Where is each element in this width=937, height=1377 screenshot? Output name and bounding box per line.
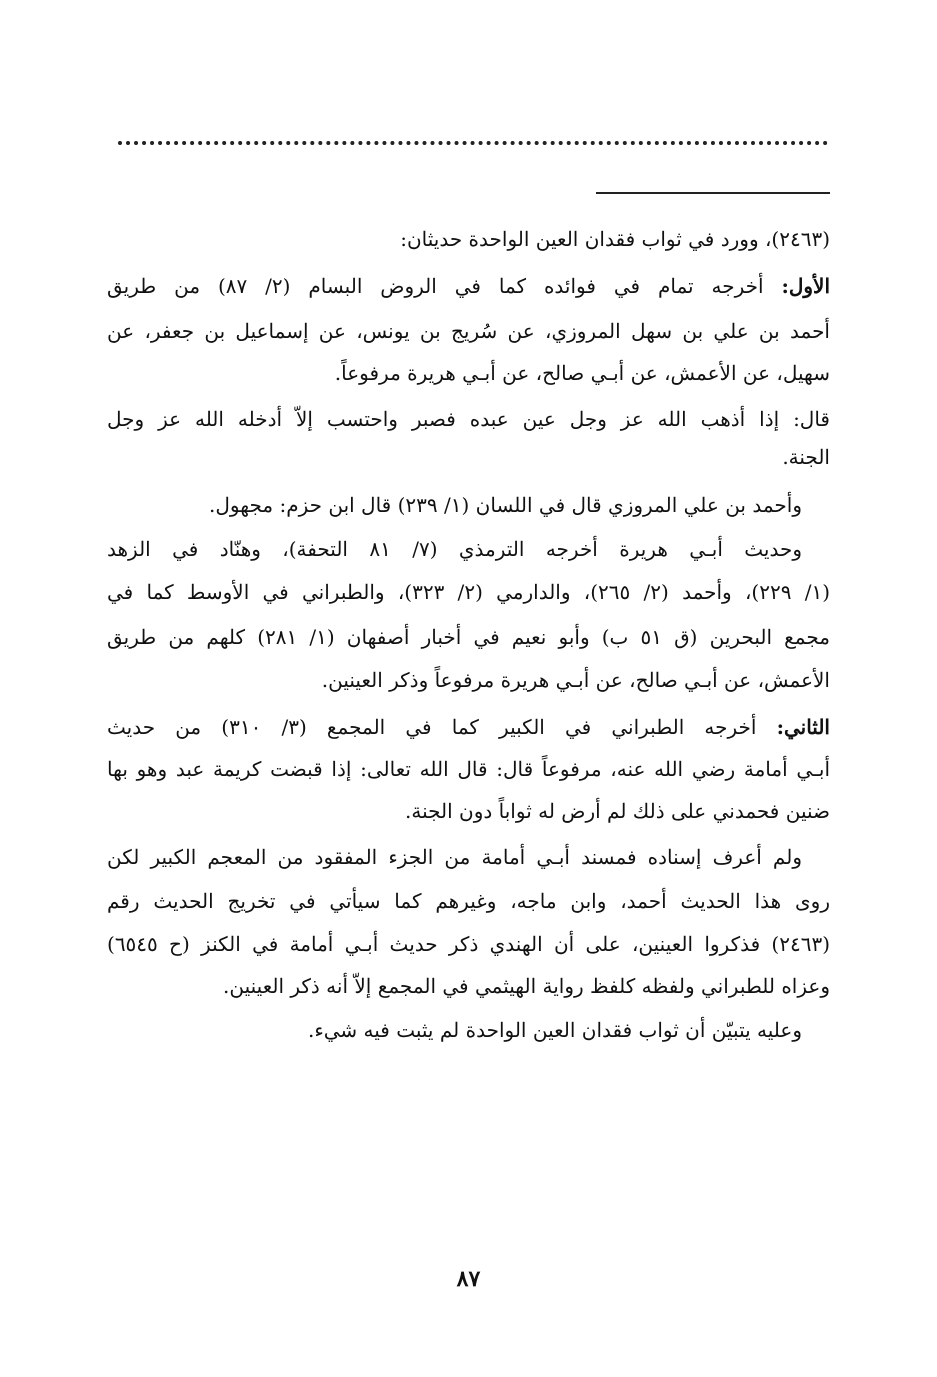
text-line: وعزاه للطبراني ولفظه كلفظ رواية الهيثمي في المجمع إلاّ أنه ذكر العينين. <box>223 974 830 998</box>
text-line: وأحمد بن علي المروزي قال في اللسان (١/ ٢٣٩) قال ابن حزم: مجهول. <box>209 493 802 517</box>
text-line: روى هذا الحديث أحمد، وابن ماجه، وغيرهم كما سيأتي في تخريج الحديث رقم <box>107 889 830 913</box>
text-line <box>107 710 830 744</box>
text-line: وحديث أبـي هريرة أخرجه الترمذي (٧/ ٨١ التحفة)، وهنّاد في الزهد <box>107 537 802 561</box>
text-line: أحمد بن علي بن سهل المروزي، عن سُريج بن يونس، عن إسماعيل بن جعفر، عن <box>107 319 830 343</box>
text-line: الأعمش، عن أبـي صالح، عن أبـي هريرة مرفوعاً وذكر العينين. <box>321 668 830 692</box>
text-line: ولم أعرف إسناده فمسند أبـي أمامة من الجزء المفقود من المعجم الكبير لكن <box>107 845 802 869</box>
label-first: الأول: <box>781 274 831 298</box>
text-line: (٢٤٦٣) فذكروا العينين، على أن الهندي ذكر حديث أبـي أمامة في الكنز (ح ٦٥٤٥) <box>107 932 830 956</box>
text-line <box>107 269 830 303</box>
text-line: الجنة. <box>782 445 830 469</box>
text-line-content: أخرجه الطبراني في الكبير كما في المجمع (٣/ ٣١٠) من حديث <box>107 715 757 739</box>
text-line: (١/ ٢٢٩)، وأحمد (٢/ ٢٦٥)، والدارمي (٢/ ٣٢٣)، والطبراني في الأوسط كما في <box>107 580 831 604</box>
text-line: قال: إذا أذهب الله عز وجل عين عبده فصبر واحتسب إلاّ أدخله الله عز وجل <box>107 407 830 431</box>
text-line-content: أخرجه تمام في فوائده كما في الروض البسام (٢/ ٨٧) من طريق <box>107 274 764 298</box>
text-line: ضنين فحمدني على ذلك لم أرض له ثواباً دون الجنة. <box>405 799 830 823</box>
page-number: ٨٧ <box>456 1266 481 1292</box>
text-line: أبـي أمامة رضي الله عنه، مرفوعاً قال: قال الله تعالى: إذا قبضت كريمة عبد وهو بها <box>107 757 830 781</box>
text-line: سهيل، عن الأعمش، عن أبـي صالح، عن أبـي هريرة مرفوعاً. <box>334 361 830 385</box>
text-line: مجمع البحرين (ق ٥١ ب) وأبو نعيم في أخبار أصفهان (١/ ٢٨١) كلهم من طريق <box>107 625 830 649</box>
text-line: (٢٤٦٣)، وورد في ثواب فقدان العين الواحدة حديثان: <box>400 227 830 251</box>
label-second: الثاني: <box>776 715 830 739</box>
text-line: وعليه يتبيّن أن ثواب فقدان العين الواحدة لم يثبت فيه شيء. <box>307 1018 802 1042</box>
